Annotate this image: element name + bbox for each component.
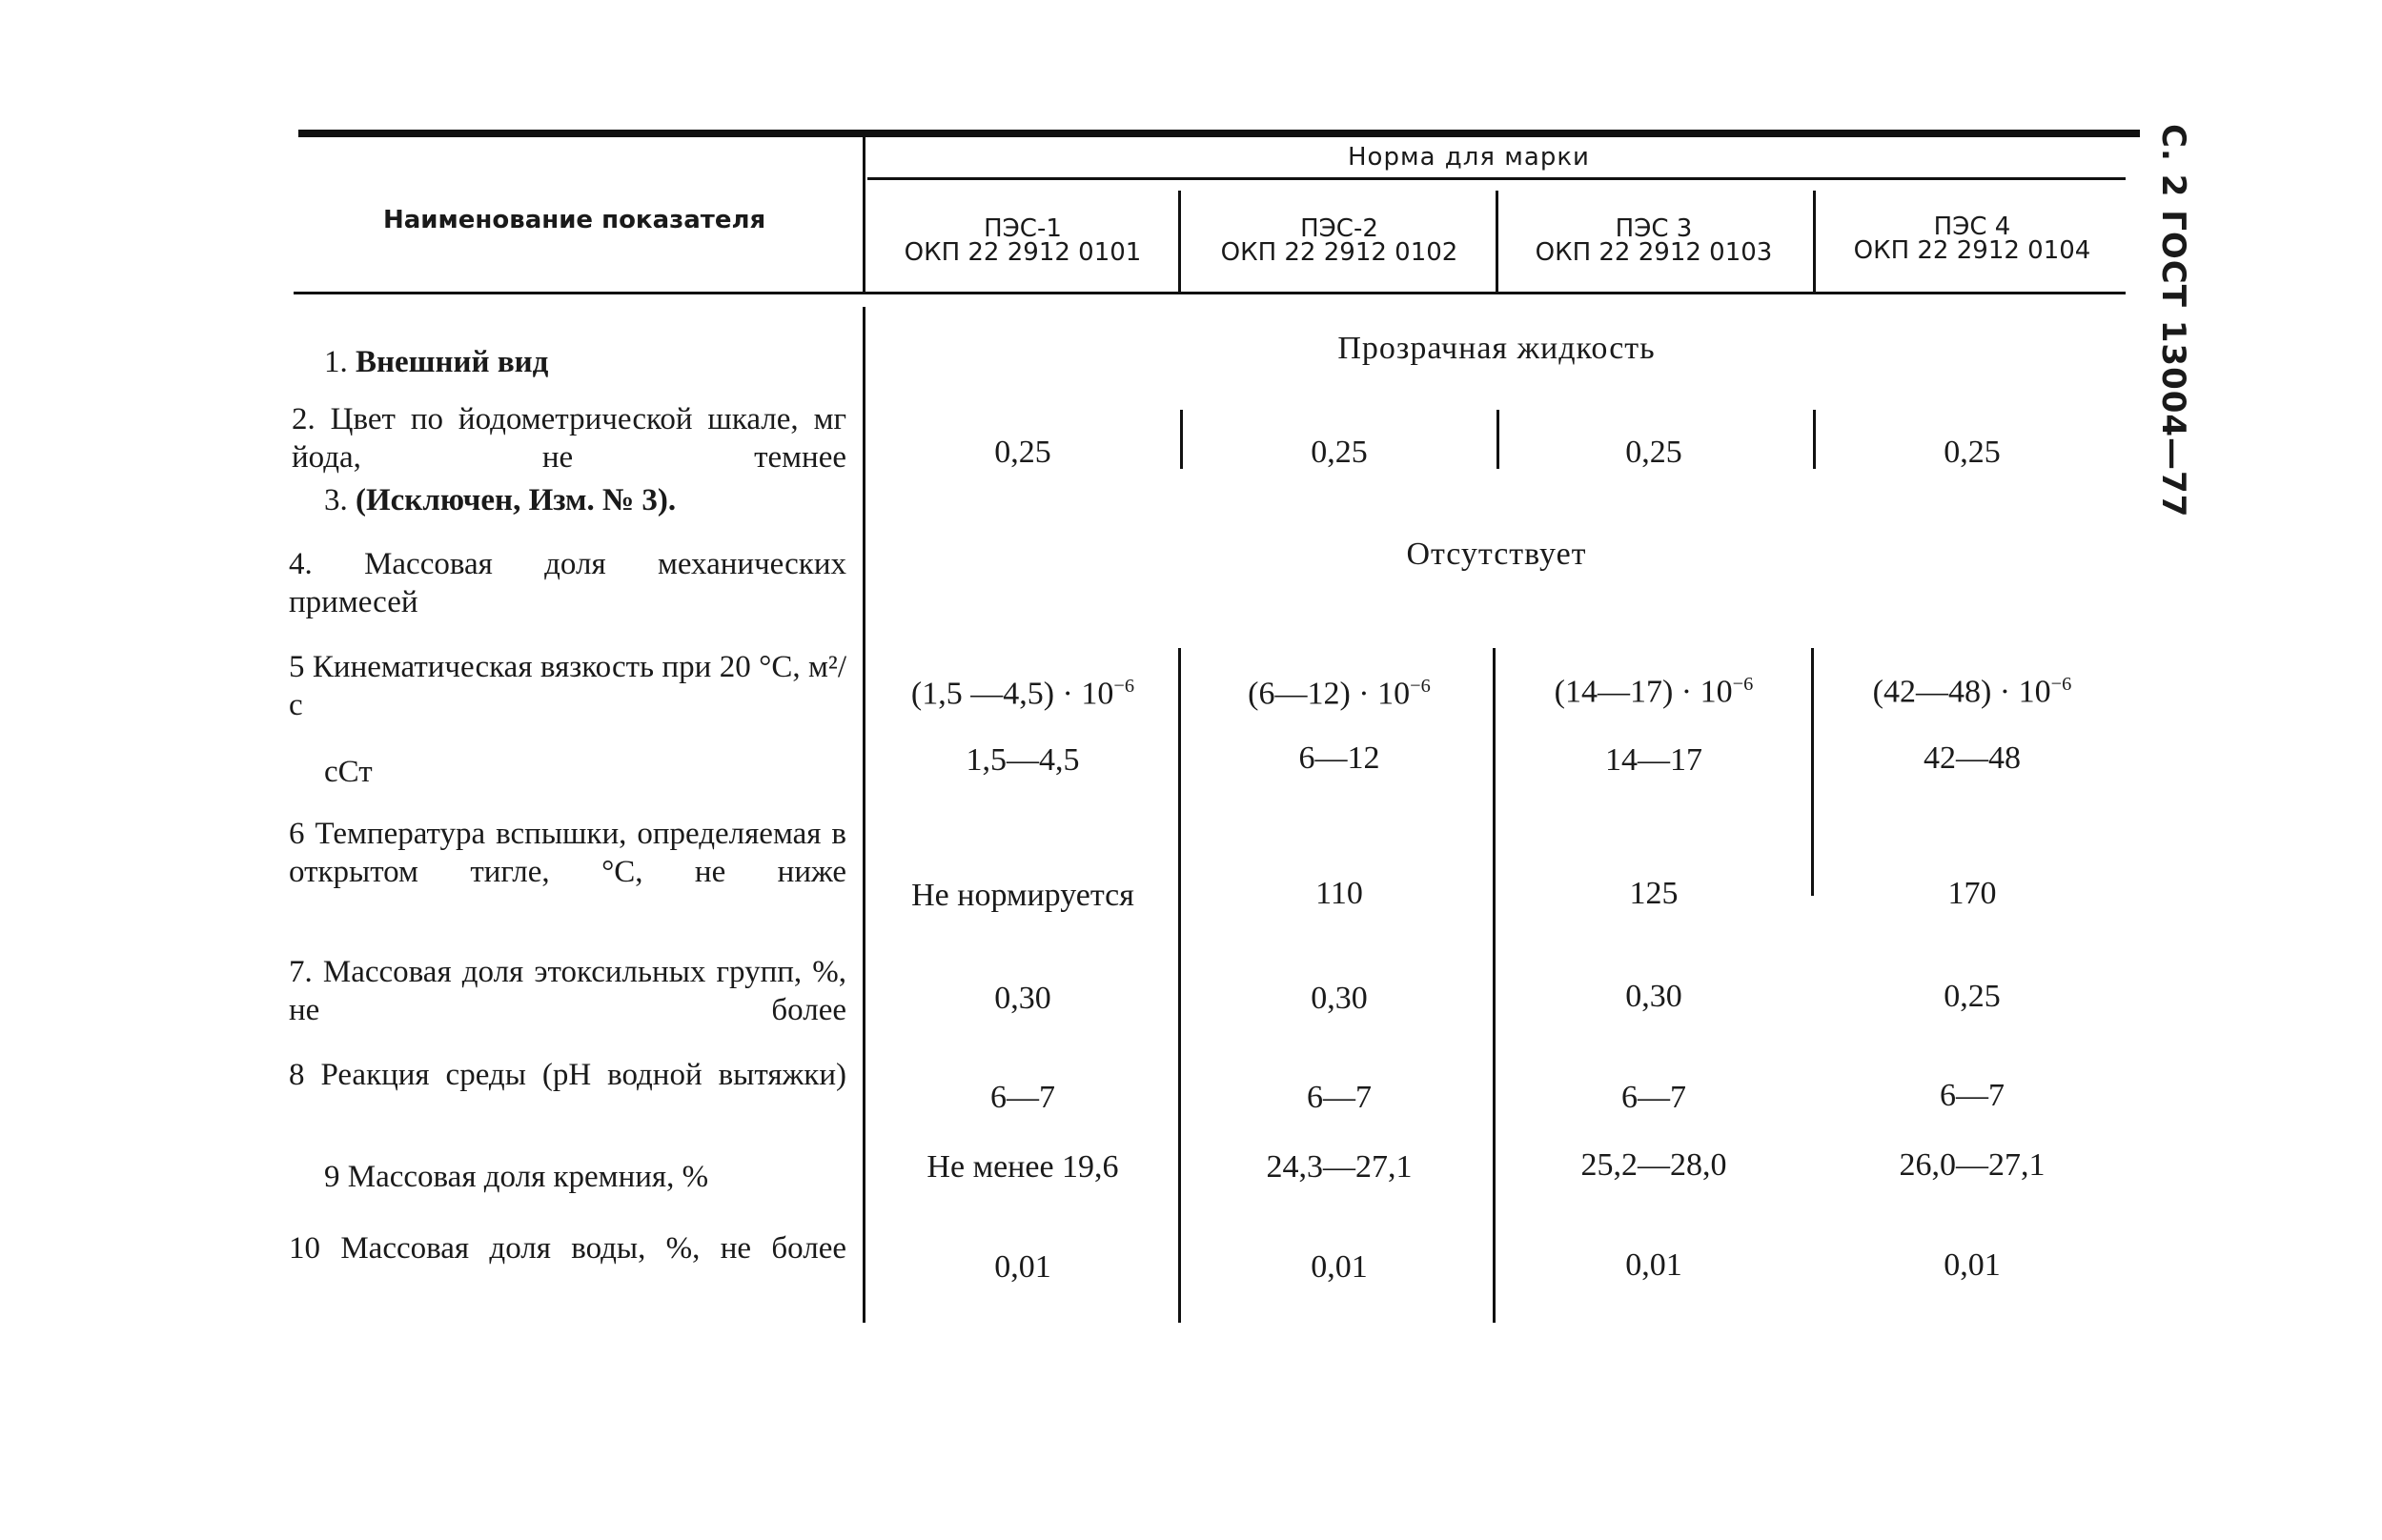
row-2-value-2: 0,25 <box>1311 435 1368 470</box>
row-7-value-4: 0,25 <box>1944 979 2001 1014</box>
row-5-value-3-exp: −6 <box>1732 674 1754 695</box>
row-7-value-3: 0,30 <box>1625 979 1682 1014</box>
grade-3-code: ОКП 22 2912 0103 <box>1535 238 1773 267</box>
grade-3-name: ПЭС 3 <box>1615 214 1693 243</box>
row-2-value-1: 0,25 <box>994 435 1051 470</box>
row-1-label: Внешний вид <box>356 345 549 379</box>
row-1-number: 1. <box>324 345 348 379</box>
grade-1-name: ПЭС-1 <box>984 214 1062 243</box>
row-6-value-1: Не нормируется <box>911 878 1134 913</box>
row-9-value-1: Не менее 19,6 <box>926 1149 1119 1185</box>
row-6-name: 6 Температура вспышки, определяемая в открытом тигле, °С, не ниже <box>289 817 846 889</box>
row-2-value-3: 0,25 <box>1625 435 1682 470</box>
row-7-name: 7. Массовая доля этоксильных групп, %, не более <box>289 955 846 1027</box>
row-5b-value-3: 14—17 <box>1605 742 1702 778</box>
grade-4-code: ОКП 22 2912 0104 <box>1853 236 2091 265</box>
row-8-name: 8 Реакция среды (pH водной вытяжки) <box>289 1058 846 1092</box>
row-9-value-4: 26,0—27,1 <box>1899 1147 2046 1183</box>
row-5-value-1 <box>865 675 1180 714</box>
row-5-value-4 <box>1815 673 2129 712</box>
row-3-label: (Исключен, Изм. № 3). <box>356 483 677 517</box>
row-8-value-1: 6—7 <box>990 1080 1055 1115</box>
row-1-name <box>324 343 548 381</box>
norm-header: Норма для марки <box>1348 143 1590 172</box>
row-5b-value-2: 6—12 <box>1298 740 1380 776</box>
row-4-span-value: Отсутствует <box>1406 537 1587 572</box>
norm-underline <box>867 177 2126 180</box>
grade-4-name: ПЭС 4 <box>1933 213 2011 241</box>
header-bottom-rule <box>294 292 2126 294</box>
row-8-value-3: 6—7 <box>1621 1080 1686 1115</box>
row-8-value-4: 6—7 <box>1940 1078 2005 1113</box>
row-5-value-3 <box>1496 673 1811 712</box>
row-10-name: 10 Массовая доля воды, %, не более <box>289 1231 846 1266</box>
row-5-value-1-base: (1,5 —4,5) · 10 <box>910 676 1114 712</box>
row-5-value-2-base: (6—12) · 10 <box>1248 676 1411 712</box>
row-5-value-4-base: (42—48) · 10 <box>1872 674 2051 710</box>
row-10-value-4: 0,01 <box>1944 1247 2001 1283</box>
row-9-value-2: 24,3—27,1 <box>1266 1149 1413 1185</box>
body-divider-3 <box>1811 648 1814 896</box>
row-1-span-value: Прозрачная жидкость <box>1337 331 1656 366</box>
row-9-value-3: 25,2—28,0 <box>1580 1147 1727 1183</box>
row-3-name <box>324 481 676 519</box>
row-7-value-2: 0,30 <box>1311 981 1368 1016</box>
page-running-title: С. 2 ГОСТ 13004—77 <box>2154 124 2192 518</box>
row-3-number: 3. <box>324 483 348 517</box>
row-6-value-3: 125 <box>1629 876 1679 911</box>
row-9-name: 9 Массовая доля кремния, % <box>324 1160 709 1194</box>
row-5-name: 5 Кинематическая вязкость при 20 °С, м²/с <box>289 650 846 722</box>
indicator-column-header: Наименование показателя <box>383 206 766 234</box>
row-5-value-3-base: (14—17) · 10 <box>1554 674 1733 710</box>
row-5-value-2-exp: −6 <box>1410 676 1431 697</box>
row-5-value-4-exp: −6 <box>2050 674 2072 695</box>
row-5b-value-4: 42—48 <box>1924 740 2021 776</box>
row-6-value-2: 110 <box>1315 876 1363 911</box>
grade-1-code: ОКП 22 2912 0101 <box>904 238 1142 267</box>
row-5b-value-1: 1,5—4,5 <box>966 742 1080 778</box>
row-5-value-2 <box>1182 675 1496 714</box>
grade-2-code: ОКП 22 2912 0102 <box>1220 238 1458 267</box>
row-7-value-1: 0,30 <box>994 981 1051 1016</box>
row-10-value-1: 0,01 <box>994 1249 1051 1285</box>
row-2-name: 2. Цвет по йодометрической шкале, мг йода, не темнее <box>292 402 846 475</box>
row-10-value-3: 0,01 <box>1625 1247 1682 1283</box>
row-10-value-2: 0,01 <box>1311 1249 1368 1285</box>
row-5b-name: сСт <box>324 755 373 789</box>
row-4-name: 4. Массовая доля механических примесей <box>289 547 846 619</box>
row-2-value-4: 0,25 <box>1944 435 2001 470</box>
top-rule <box>298 130 2140 137</box>
row-5-value-1-exp: −6 <box>1113 676 1135 697</box>
row-8-value-2: 6—7 <box>1307 1080 1372 1115</box>
row-6-value-4: 170 <box>1947 876 1997 911</box>
grade-2-name: ПЭС-2 <box>1300 214 1378 243</box>
